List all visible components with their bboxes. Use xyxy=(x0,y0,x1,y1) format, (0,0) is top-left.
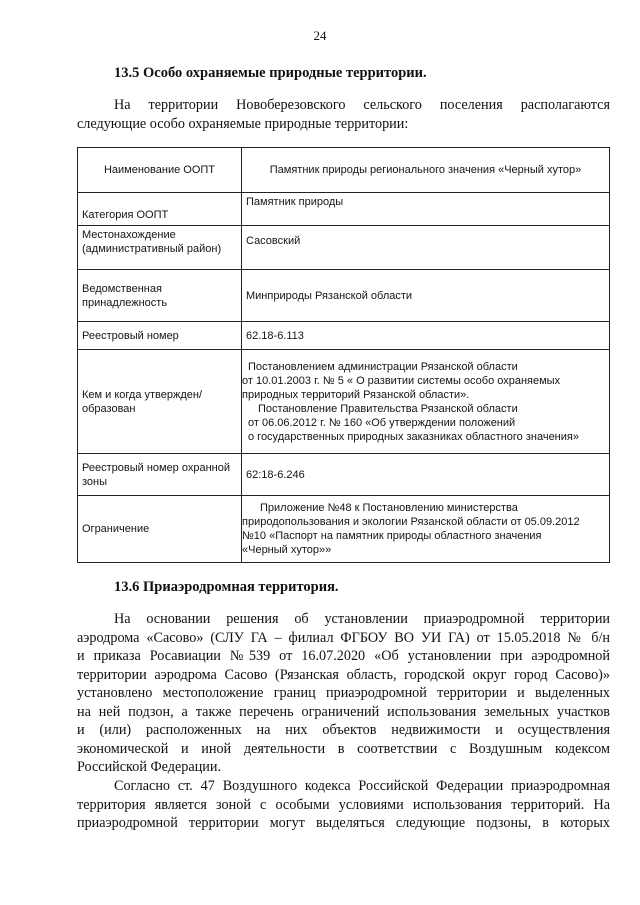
table-row xyxy=(78,454,610,496)
restriction-line: «Черный хутор»» xyxy=(242,544,332,556)
intro-line: следующие особо охраняемые природные территории: xyxy=(77,115,409,132)
table-label-cell: Реестровый номер охранной зоны xyxy=(78,454,242,496)
paragraph-line: На основании решения об установлении приаэродромной территории xyxy=(114,611,610,627)
paragraph-line: территории аэродрома Сасово (Рязанская область, городской округ город Сасово)» xyxy=(77,666,610,683)
table-row xyxy=(78,270,610,322)
paragraph-line: установлено местоположение границ приаэродромной территории и выделенных xyxy=(77,685,610,701)
table-label-cell: Реестровый номер xyxy=(78,322,242,350)
table-row xyxy=(78,226,610,270)
paragraph-line: и приказа Росавиации №539 от 16.07.2020 «Об установлении при аэродромной xyxy=(77,648,610,664)
table-value-cell: Памятник природы регионального значения «Черный хутор» xyxy=(242,148,610,193)
section-13-6-heading: 13.6 Приаэродромная территория. xyxy=(114,579,339,595)
approval-line: о государственных природных заказниках областного значения» xyxy=(248,430,579,443)
paragraph-line: на ней подзон, а также перечень ограничений использования земельных участков xyxy=(77,703,610,720)
table-label-cell: Наименование ООПТ xyxy=(78,148,242,193)
page-number: 24 xyxy=(313,28,327,43)
paragraph-line: аэродрома «Сасово» (СЛУ ГА – филиал ФГБОУ ВО УИ ГА) от 15.05.2018 № б/н xyxy=(77,629,610,646)
paragraph-line: экономической и иной деятельности в соответствии с Воздушным кодексом xyxy=(77,740,610,757)
table-label-cell: Ограничение xyxy=(78,496,242,563)
table-value-cell xyxy=(242,350,610,454)
table-label-cell: Категория ООПТ xyxy=(78,193,242,226)
approval-line: Постановлением администрации Рязанской области xyxy=(248,360,518,373)
paragraph-line: территория является зоной с особыми условиями использования территорий. На xyxy=(77,796,610,813)
approval-line: природных территорий Рязанской области». xyxy=(242,388,470,401)
oopt-table xyxy=(77,147,610,563)
table-value-cell: Минприроды Рязанской области xyxy=(242,270,610,322)
table-label-cell: Кем и когда утвержден/ образован xyxy=(78,350,242,454)
table-value-cell xyxy=(242,496,610,563)
table-value-cell: Сасовский xyxy=(242,226,610,270)
restriction-line: Приложение №48 к Постановлению министерства xyxy=(260,502,518,514)
paragraph-line: Российской Федерации. xyxy=(77,759,222,775)
table-label-cell: Ведомственная принадлежность xyxy=(78,270,242,322)
table-row xyxy=(78,322,610,350)
table-value-cell: 62:18-6.246 xyxy=(242,454,610,496)
paragraph-line: приаэродромной территории могут выделяться следующие подзоны, в которых xyxy=(77,815,610,831)
table-label-cell: Местонахождение (административный район) xyxy=(78,226,242,270)
approval-line: Постановление Правительства Рязанской области xyxy=(258,402,518,415)
table-row xyxy=(78,148,610,193)
approval-line: от 06.06.2012 г. № 160 «Об утверждении положений xyxy=(248,416,516,429)
table-row xyxy=(78,350,610,454)
section-13-6-paragraph-1 xyxy=(77,610,610,777)
paragraph-line: и (или) расположенных на них объектов недвижимости и осуществления xyxy=(77,722,610,738)
table-value-cell: 62.18-6.113 xyxy=(242,322,610,350)
intro-line: На территории Новоберезовского сельского поселения располагаются xyxy=(114,97,610,113)
table-row xyxy=(78,496,610,563)
section-13-5-heading: 13.5 Особо охраняемые природные территории. xyxy=(114,65,427,81)
paragraph-line: Согласно ст. 47 Воздушного кодекса Российской Федерации приаэродромная xyxy=(114,778,610,794)
restriction-line: №10 «Паспорт на памятник природы областного значения xyxy=(242,530,542,542)
restriction-line: природопользования и экологии Рязанской области от 05.09.2012 xyxy=(242,516,580,528)
approval-line: от 10.01.2003 г. № 5 « О развитии системы особо охраняемых xyxy=(242,374,561,387)
table-value-cell: Памятник природы xyxy=(242,193,610,226)
table-row xyxy=(78,193,610,226)
section-13-5-intro xyxy=(77,96,610,133)
section-13-6-paragraph-2 xyxy=(77,777,610,833)
